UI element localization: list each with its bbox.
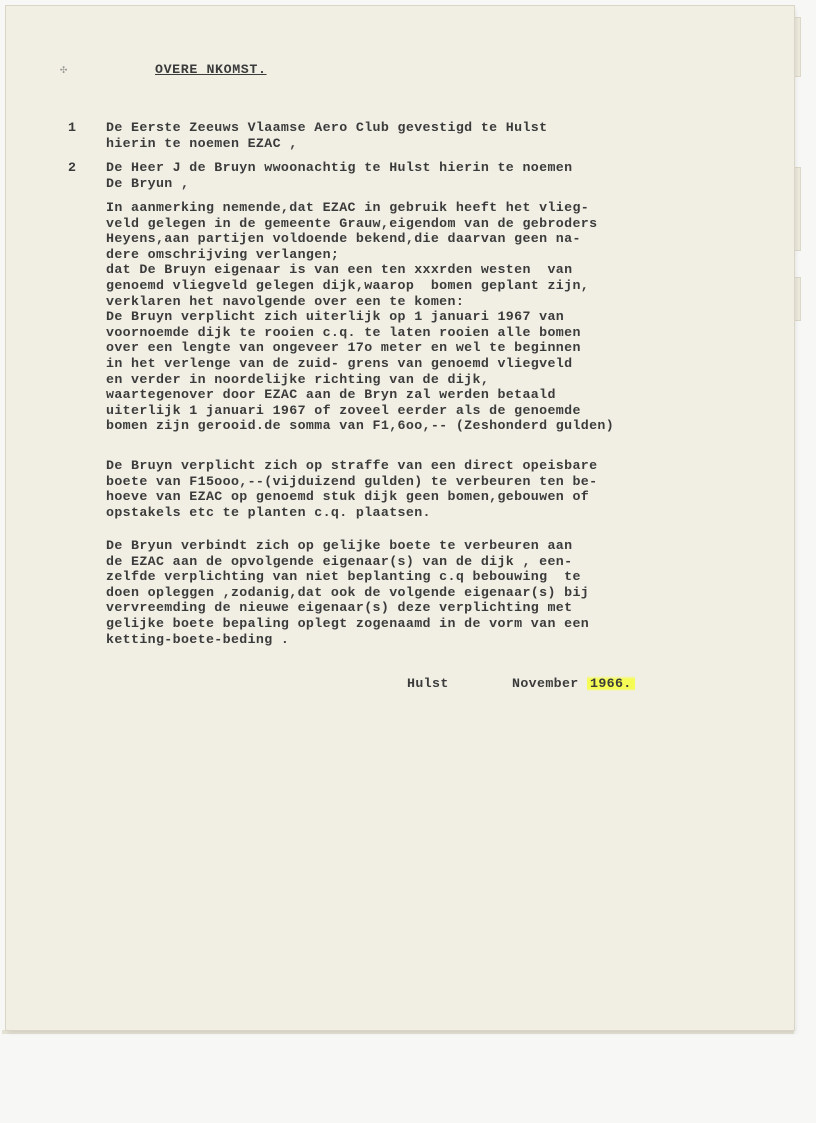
text-line: voornoemde dijk te rooien c.q. te laten rooien alle bomen [106, 324, 581, 340]
ink-smudge-icon: ✣ [60, 63, 68, 77]
text-line: ketting-boete-beding . [106, 631, 290, 647]
agreement-paragraph [106, 200, 614, 434]
text-line: De Bryun verbindt zich op gelijke boete te verbeuren aan [106, 538, 573, 553]
text-line: De Bruyn verplicht zich op straffe van een direct opeisbare [106, 458, 598, 473]
text-line: genoemd vliegveld gelegen dijk,waarop bomen geplant zijn, [106, 277, 590, 293]
text-line: hierin te noemen EZAC , [106, 135, 298, 151]
text-line: De Bruyn verplicht zich uiterlijk op 1 januari 1967 van [106, 309, 565, 325]
text-line: de EZAC aan de opvolgende eigenaar(s) van de dijk , een- [106, 553, 573, 569]
text-line: in het verlenge van de zuid- grens van genoemd vliegveld [106, 355, 573, 371]
signing-place: Hulst [407, 676, 449, 691]
text-line: opstakels etc te planten c.q. plaatsen. [106, 504, 431, 520]
text-line: dere omschrijving verlangen; [106, 246, 340, 262]
party-number: 2 [68, 160, 77, 175]
text-line: over een lengte van ongeveer 17o meter en wel te beginnen [106, 340, 581, 356]
text-line: zelfde verplichting van niet beplanting c.q bebouwing te [106, 569, 581, 585]
party-number: 1 [68, 120, 77, 135]
text-line: verklaren het navolgende over een te komen: [106, 293, 465, 309]
text-line: veld gelegen in de gemeente Grauw,eigendom van de gebroders [106, 215, 598, 231]
penalty-paragraph [106, 458, 597, 520]
text-line: bomen zijn gerooid.de somma van F1,6oo,-- (Zeshonderd gulden) [106, 418, 615, 434]
text-line: In aanmerking nemende,dat EZAC in gebruik heeft het vlieg- [106, 200, 590, 215]
date-month: November [512, 676, 579, 691]
text-line: hoeve van EZAC op genoemd stuk dijk geen bomen,gebouwen of [106, 489, 590, 505]
signing-date [512, 676, 635, 692]
text-line: De Heer J de Bruyn wwoonachtig te Hulst hierin te noemen [106, 160, 573, 175]
text-line: De Eerste Zeeuws Vlaamse Aero Club gevestigd te Hulst [106, 120, 548, 135]
text-line: doen opleggen ,zodanig,dat ook de volgende eigenaar(s) bij [106, 584, 590, 600]
text-line: en verder in noordelijke richting van de dijk, [106, 371, 490, 387]
text-line: Heyens,aan partijen voldoende bekend,die daarvan geen na- [106, 231, 581, 247]
text-line: dat De Bruyn eigenaar is van een ten xxxrden westen van [106, 262, 573, 278]
chain-penalty-paragraph [106, 538, 589, 647]
text-line: De Bryun , [106, 175, 190, 191]
text-line: vervreemding de nieuwe eigenaar(s) deze verplichting met [106, 600, 573, 616]
text-line: waartegenover door EZAC aan de Bryn zal werden betaald [106, 387, 556, 403]
paper-shadow-edge [2, 1030, 794, 1034]
document-title: OVERE NKOMST. [155, 62, 267, 77]
party-1-text [106, 120, 547, 151]
text-line: gelijke boete bepaling oplegt zogenaamd in de vorm van een [106, 615, 590, 631]
party-2-text [106, 160, 572, 191]
text-line: uiterlijk 1 januari 1967 of zoveel eerder als de genoemde [106, 402, 581, 418]
highlighted-year: 1966. [587, 676, 635, 691]
text-line: boete van F15ooo,--(vijduizend gulden) te verbeuren ten be- [106, 473, 598, 489]
